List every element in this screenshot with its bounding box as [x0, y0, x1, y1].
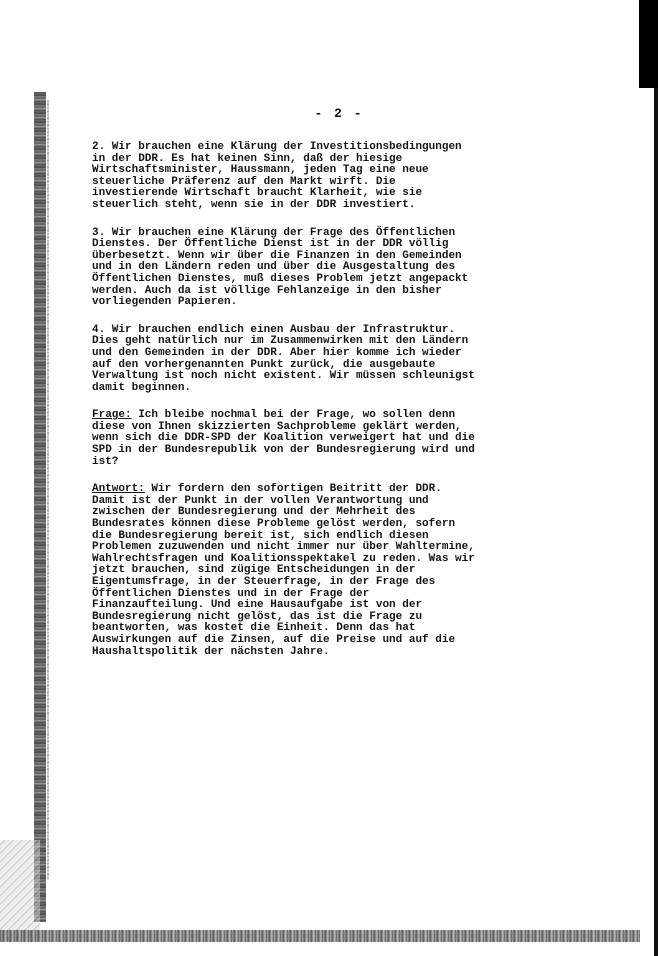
paragraph-infrastruktur: 4. Wir brauchen endlich einen Ausbau der Infrastruktur. Dies geht natürlich nur im Zusammenwirken mit den Ländern und den Gemeinden in der DDR. Aber hier komme ich wieder auf den vorhergenannten Punkt zurück, die ausgebaute Verwaltung ist noch nicht existent. Wir müssen schleunigst damit beginnen.	[92, 323, 475, 394]
document-body	[92, 142, 512, 674]
paragraph-frage: Frage: Ich bleibe nochmal bei der Frage, wo sollen denn diese von Ihnen skizzierten Sachprobleme geklärt werden, wenn sich die DDR-SPD der Koalition verweigert hat und die SPD in der Bundesrepublik von der Bundesregierung wird und ist?	[92, 409, 475, 468]
speaker-label-antwort: Antwort:	[92, 483, 145, 496]
scan-artifact-left-edge	[34, 92, 46, 922]
page-number: - 2 -	[314, 106, 364, 121]
paragraph-investitionsbedingungen: 2. Wir brauchen eine Klärung der Investitionsbedingungen in der DDR. Es hat keinen Sinn, daß der hiesige Wirtschaftsminister, Haussmann, jeden Tag eine neue steuerliche Präferenz auf den Markt wirft. Die investierende Wirtschaft braucht Klarheit, wie sie steuerlich steht, wenn sie in der DDR investiert.	[92, 141, 462, 211]
paragraph-antwort: Antwort: Wir fordern den sofortigen Beitritt der DDR. Damit ist der Punkt in der vollen Verantwortung und zwischen der Bundesregierung und der Mehrheit des Bundesrates können diese Probleme gelöst werden, sofern die Bundesregierung bereit ist, sich endlich diesen Problemen zuzuwenden und nicht immer nur über Wahltermine, Wahlrechtsfragen und Koalitionsspektakel zu reden. Was wir jetzt brauchen, sind zügige Entscheidungen in der Eigentumsfrage, in der Steuerfrage, in der Frage des Öffentlichen Dienstes und in der Frage der Finanzaufteilung. Und eine Hausaufgabe ist von der Bundesregierung nicht gelöst, das ist die Frage zu beantworten, was kostet die Einheit. Denn das hat Auswirkungen auf die Zinsen, auf die Preise und auf die Haushaltspolitik der nächsten Jahre.	[92, 483, 475, 658]
scan-artifact-left-noise	[47, 100, 49, 880]
scan-artifact-right-edge	[654, 88, 658, 956]
scan-artifact-corner	[639, 0, 658, 88]
paragraph-oeffentlicher-dienst: 3. Wir brauchen eine Klärung der Frage des Öffentlichen Dienstes. Der Öffentliche Dienst ist in der DDR völlig überbesetzt. Wenn wir über die Finanzen in den Gemeinden und in den Ländern reden und über die Ausgestaltung des Öffentlichen Dienstes, muß dieses Problem jetzt angepackt werden. Auch da ist völlige Fehlanzeige in den bisher vorliegenden Papieren.	[92, 226, 469, 309]
speaker-label-frage: Frage:	[92, 409, 132, 422]
scan-artifact-bottom-left	[0, 840, 40, 940]
scan-artifact-bottom-edge	[0, 930, 640, 942]
